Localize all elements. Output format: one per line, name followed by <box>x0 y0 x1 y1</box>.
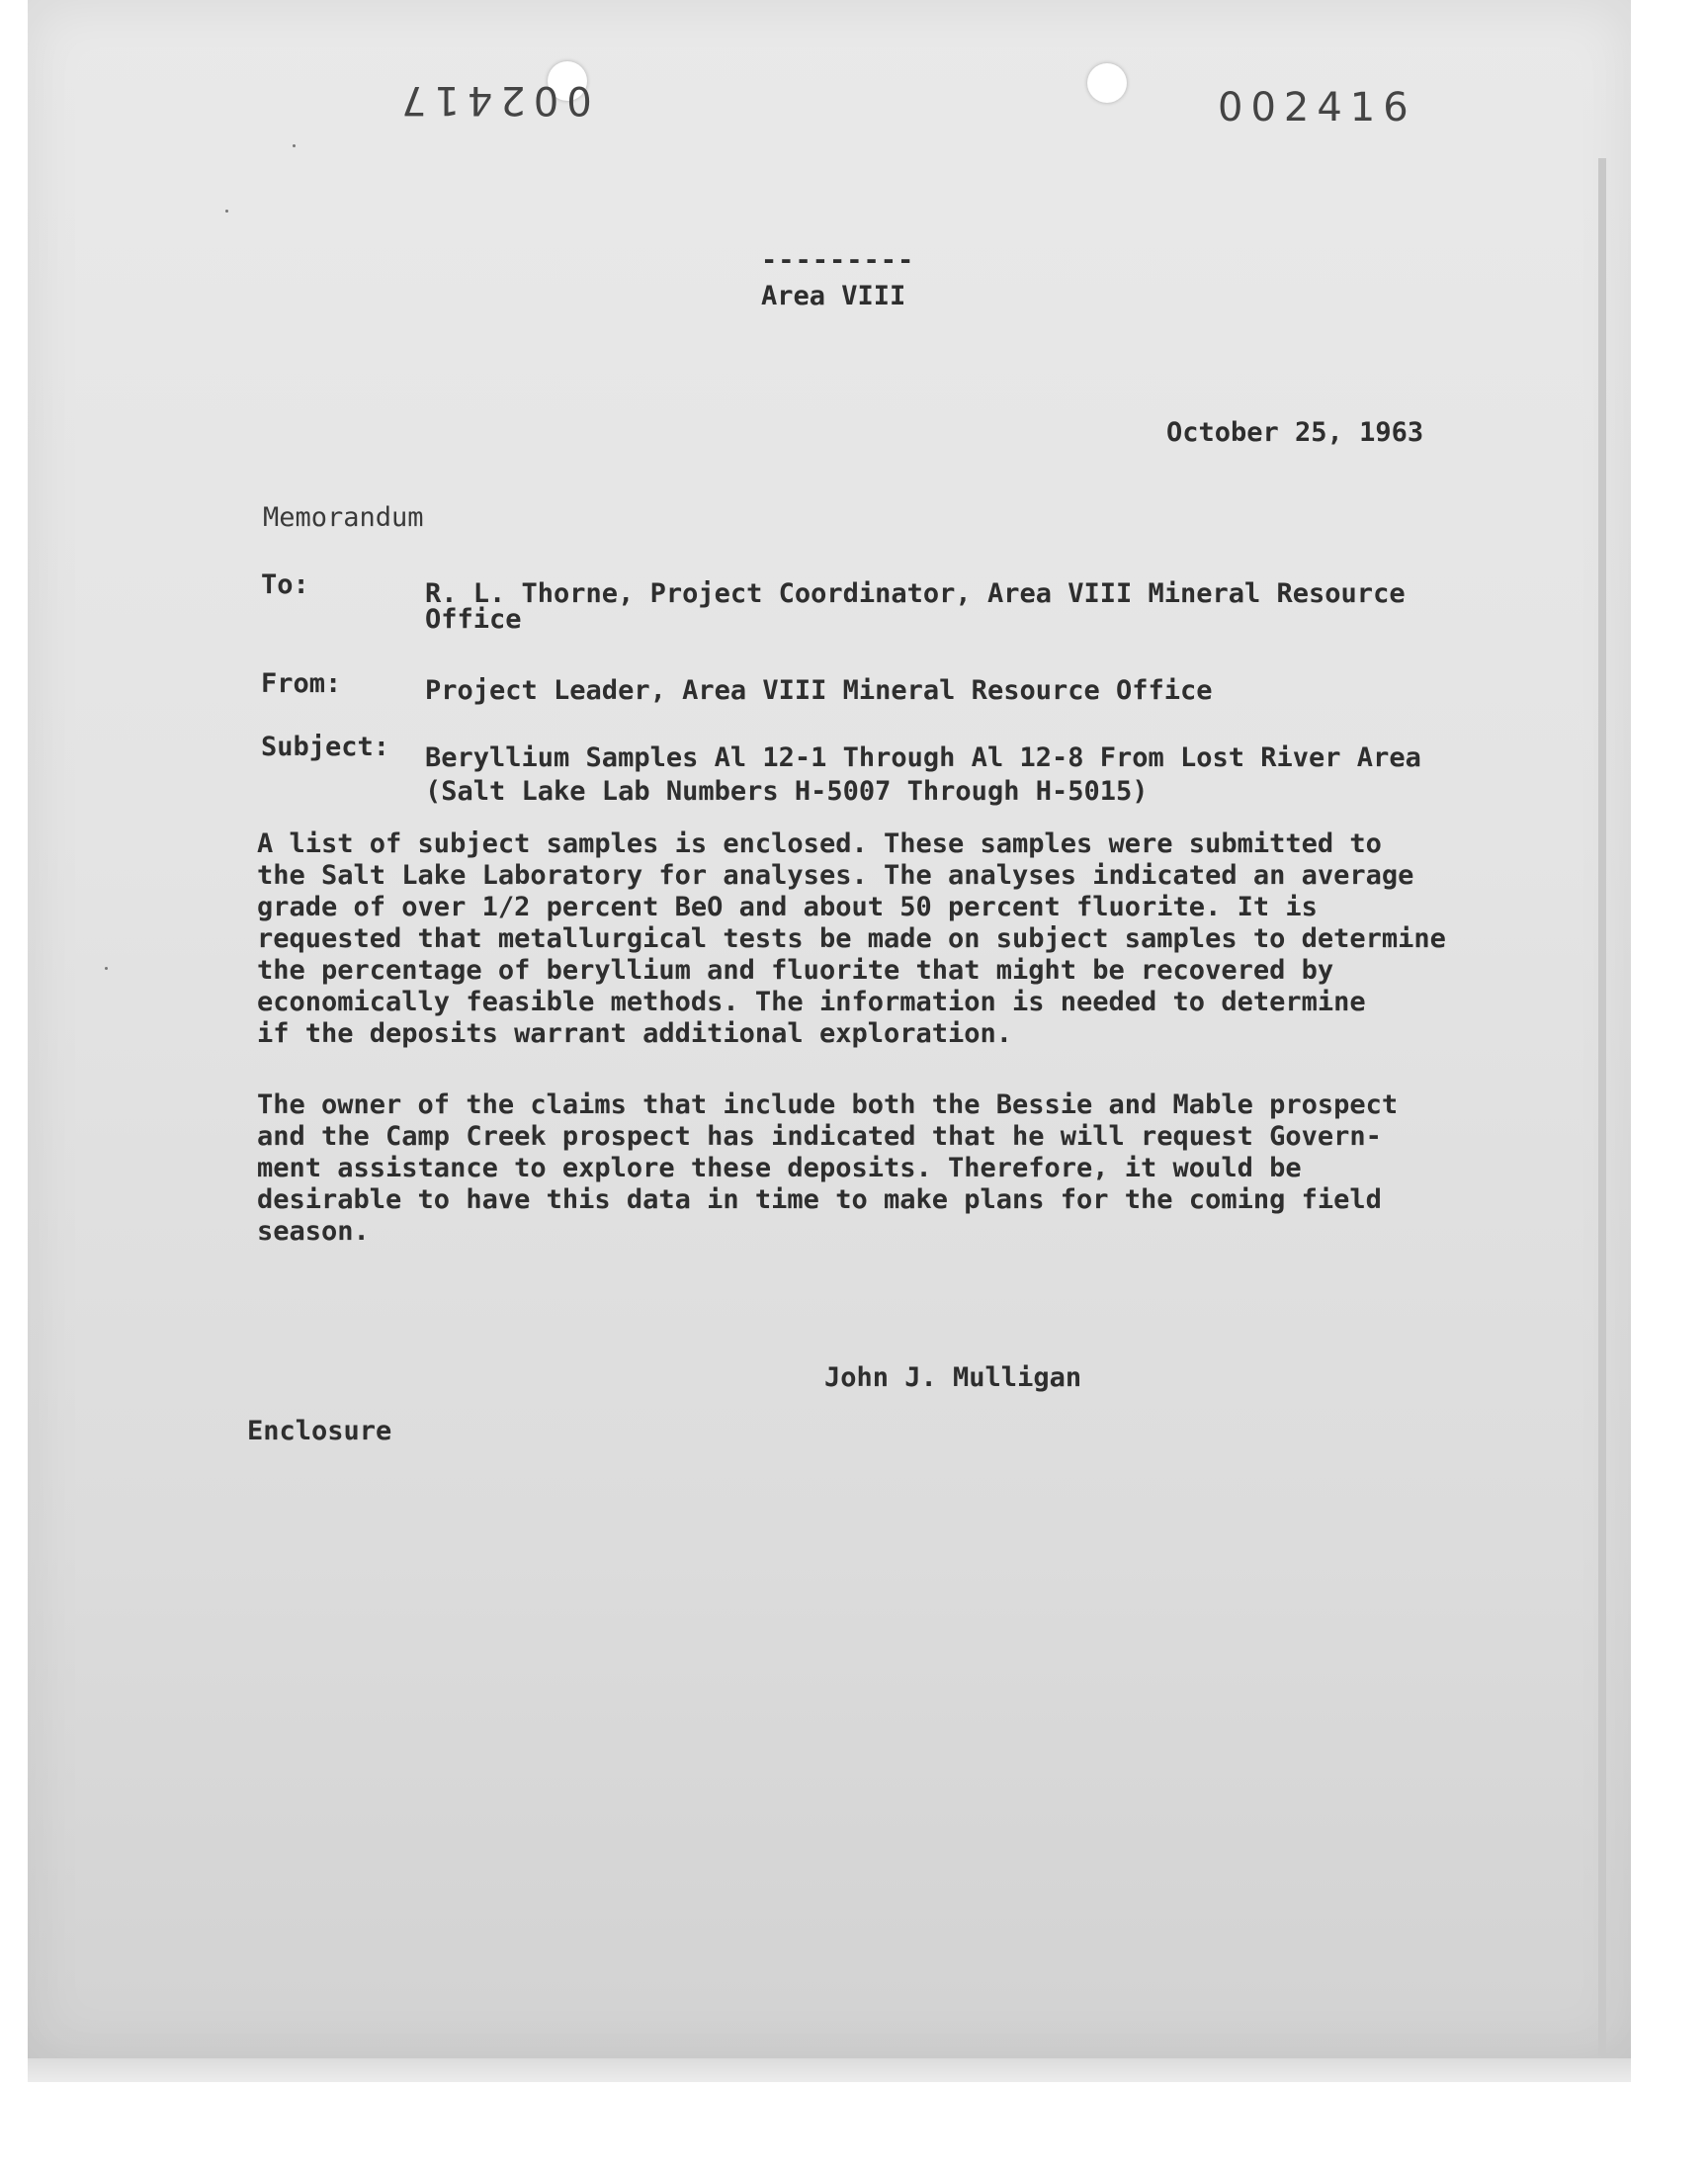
to-value-line: R. L. Thorne, Project Coordinator, Area VIII Mineral Resource <box>425 578 1406 609</box>
paragraph-line: A list of subject samples is enclosed. These samples were submitted to <box>257 828 1382 859</box>
paragraph-line: and the Camp Creek prospect has indicated that he will request Govern- <box>257 1121 1382 1152</box>
from-label: From: <box>261 668 342 699</box>
page-edge-shadow <box>1598 158 1606 2056</box>
paragraph-line: desirable to have this data in time to make plans for the coming field <box>257 1184 1382 1215</box>
punch-hole-right <box>1087 63 1127 103</box>
body-paragraph-1 <box>257 828 1446 1050</box>
memo-date: October 25, 1963 <box>1166 417 1424 448</box>
stamp-number-right: 002416 <box>1218 85 1416 130</box>
paragraph-line: grade of over 1/2 percent BeO and about 50 percent fluorite. It is <box>257 892 1318 922</box>
paragraph-line: the percentage of beryllium and fluorite that might be recovered by <box>257 955 1334 986</box>
scan-speck <box>225 210 228 213</box>
signature-name: John J. Mulligan <box>824 1362 1082 1393</box>
to-value-line: Office <box>425 604 522 635</box>
paragraph-line: the Salt Lake Laboratory for analyses. The analyses indicated an average <box>257 860 1414 891</box>
page-bottom-edge <box>28 2058 1631 2082</box>
header-dashes: --------- <box>761 245 915 276</box>
paragraph-line: season. <box>257 1216 370 1247</box>
paragraph-line: requested that metallurgical tests be made on subject samples to determine <box>257 923 1446 954</box>
paragraph-line: The owner of the claims that include both the Bessie and Mable prospect <box>257 1089 1399 1120</box>
subject-label: Subject: <box>261 732 390 762</box>
paragraph-line: economically feasible methods. The information is needed to determine <box>257 987 1366 1017</box>
scan-speck <box>105 967 108 970</box>
scan-speck <box>293 144 296 147</box>
enclosure-label: Enclosure <box>247 1416 392 1446</box>
header-title: Area VIII <box>761 281 906 311</box>
subject-value-line: Beryllium Samples Al 12-1 Through Al 12-8 From Lost River Area <box>425 742 1421 773</box>
stamp-number-left: 002417 <box>393 77 592 123</box>
paragraph-line: if the deposits warrant additional exploration. <box>257 1018 1013 1049</box>
from-value: Project Leader, Area VIII Mineral Resource Office <box>425 675 1213 706</box>
memorandum-label: Memorandum <box>263 502 424 533</box>
subject-value-line: (Salt Lake Lab Numbers H-5007 Through H-5015) <box>425 776 1149 807</box>
body-paragraph-2 <box>257 1089 1398 1248</box>
to-label: To: <box>261 569 309 600</box>
paragraph-line: ment assistance to explore these deposits. Therefore, it would be <box>257 1153 1302 1183</box>
